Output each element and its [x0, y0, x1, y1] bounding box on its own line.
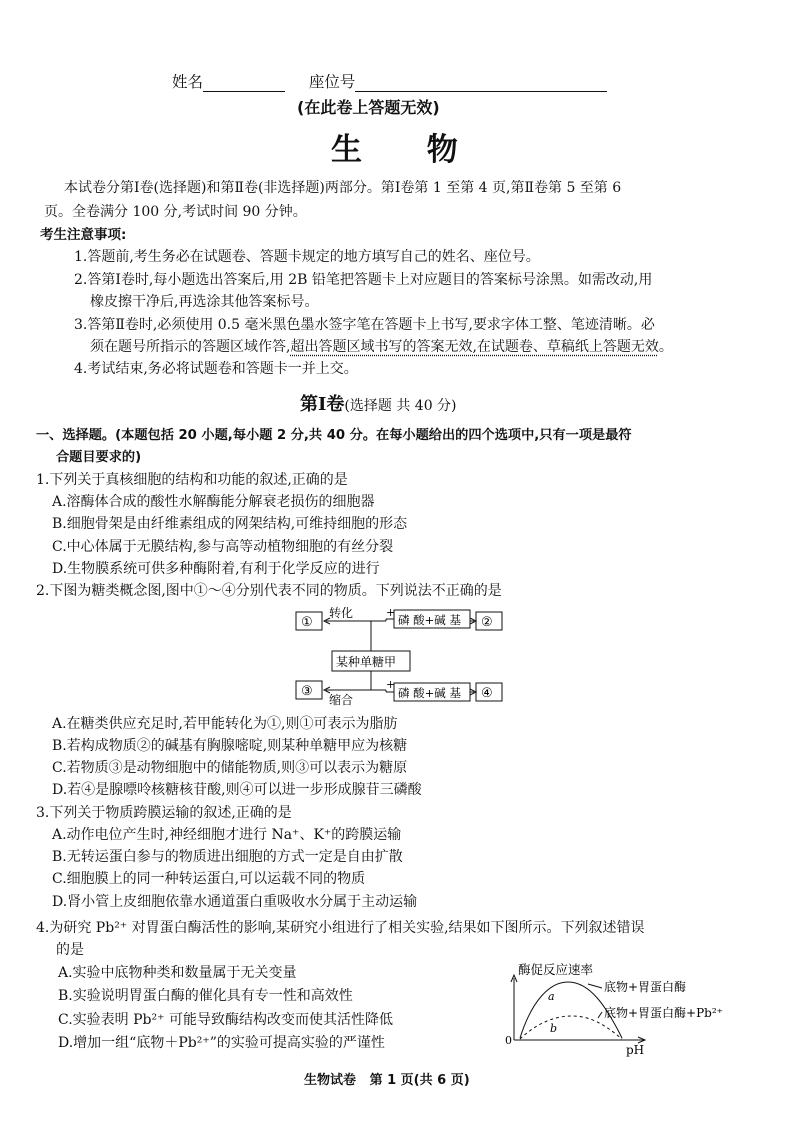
note-2-cont: 橡皮擦干净后,再选涂其他答案标号。	[90, 294, 319, 310]
y-axis-label: 酶促反应速率	[518, 962, 594, 977]
note-3-emphasis: 超出答题区域书写的答案无效,在试题卷、草稿纸上答题无效	[290, 339, 659, 355]
q3-option-a: A.动作电位产生时,神经细胞才进行 Na⁺、K⁺的跨膜运输	[52, 827, 402, 843]
enzyme-rate-chart	[502, 960, 788, 1060]
plus-bottom: +	[386, 678, 396, 691]
section-line-2: 合题目要求的)	[56, 450, 142, 465]
exam-header	[172, 70, 607, 92]
note-3-cont-a: 须在题号所指示的答题区域作答,	[90, 339, 291, 355]
plus-top: +	[386, 606, 396, 619]
note-3: 3.答第Ⅱ卷时,必须使用 0.5 毫米黑色墨水签字笔在答题卡上书写,要求字体工整、笔迹清晰。必	[74, 317, 655, 333]
q1-option-a: A.溶酶体合成的酸性水解酶能分解衰老损伤的细胞器	[52, 494, 375, 510]
part1-title: 第Ⅰ卷	[300, 394, 345, 415]
page-footer: 生物试卷 第 1 页(共 6 页)	[304, 1073, 470, 1088]
q2-option-a: A.在糖类供应充足时,若甲能转化为①,则①可表示为脂肪	[52, 716, 398, 732]
condense-label: 缩合	[329, 693, 354, 707]
q1-stem: 1.下列关于真核细胞的结构和功能的叙述,正确的是	[36, 472, 348, 488]
q1-option-d: D.生物膜系统可供多种酶附着,有利于化学反应的进行	[52, 561, 380, 577]
node-4: ④	[481, 686, 493, 701]
q2-option-c: C.若物质③是动物细胞中的储能物质,则③可以表示为糖原	[52, 760, 408, 776]
node-1: ①	[301, 615, 313, 630]
seat-label: 座位号	[308, 73, 356, 91]
curve-b-label: b	[550, 1022, 558, 1035]
notes-title: 考生注意事项:	[40, 227, 127, 243]
seat-blank	[355, 77, 607, 92]
q2-option-b: B.若构成物质②的碱基有胸腺嘧啶,则某种单糖甲应为核糖	[52, 738, 408, 754]
intro-line-1: 本试卷分第Ⅰ卷(选择题)和第Ⅱ卷(非选择题)两部分。第Ⅰ卷第 1 至第 4 页,第Ⅱ卷第 5 至第 6	[64, 180, 622, 196]
name-blank	[203, 77, 285, 92]
q4-stem-2: 的是	[56, 942, 84, 958]
node-3: ③	[301, 684, 313, 699]
q4-option-c: C.实验表明 Pb²⁺ 可能导致酶结构改变而使其活性降低	[58, 1012, 393, 1028]
origin-label: 0	[505, 1034, 512, 1047]
note-3-end: 。	[658, 339, 673, 355]
x-axis-label: pH	[626, 1043, 645, 1057]
convert-label: 转化	[329, 606, 354, 620]
note-4: 4.考试结束,务必将试题卷和答题卡一并上交。	[74, 361, 358, 377]
q4-option-a: A.实验中底物种类和数量属于无关变量	[58, 965, 297, 981]
part1-sub: (选择题 共 40 分)	[344, 398, 457, 414]
q1-option-b: B.细胞骨架是由纤维素组成的网架结构,可维持细胞的形态	[52, 516, 408, 532]
q4-stem-1: 4.为研究 Pb²⁺ 对胃蛋白酶活性的影响,某研究小组进行了相关实验,结果如下图所示。下列叙述错误	[36, 920, 645, 936]
invalid-notice: (在此卷上答题无效)	[297, 98, 440, 117]
q1-option-c: C.中心体属于无膜结构,参与高等动植物细胞的有丝分裂	[52, 539, 394, 555]
section-line-1: 一、选择题。(本题包括 20 小题,每小题 2 分,共 40 分。在每小题给出的四个选项中,只有一项是最符	[36, 428, 632, 443]
center-label: 某种单糖甲	[336, 655, 397, 669]
node-2: ②	[481, 615, 493, 630]
pb-bottom-label: 磷 酸+碱 基	[398, 686, 461, 700]
q3-option-d: D.肾小管上皮细胞依靠水通道蛋白重吸收水分属于主动运输	[52, 894, 418, 910]
pb-top-label: 磷 酸+碱 基	[398, 613, 461, 627]
legend-a: 底物+胃蛋白酶	[604, 980, 687, 994]
sugar-concept-diagram	[290, 604, 510, 708]
q3-option-c: C.细胞膜上的同一种转运蛋白,可以运载不同的物质	[52, 871, 366, 887]
q2-option-d: D.若④是腺嘌呤核糖核苷酸,则④可以进一步形成腺苷三磷酸	[52, 782, 422, 798]
note-2: 2.答第Ⅰ卷时,每小题选出答案后,用 2B 铅笔把答题卡上对应题目的答案标号涂黑。如需改动,用	[74, 272, 653, 288]
q2-stem: 2.下图为糖类概念图,图中①～④分别代表不同的物质。下列说法不正确的是	[36, 583, 502, 599]
q4-option-b: B.实验说明胃蛋白酶的催化具有专一性和高效性	[58, 988, 353, 1004]
part1-heading	[300, 390, 457, 416]
note-1: 1.答题前,考生务必在试题卷、答题卡规定的地方填写自己的姓名、座位号。	[74, 249, 540, 265]
q3-stem: 3.下列关于物质跨膜运输的叙述,正确的是	[36, 805, 292, 821]
intro-line-2: 页。全卷满分 100 分,考试时间 90 分钟。	[44, 204, 307, 220]
legend-b: 底物+胃蛋白酶+Pb²⁺	[604, 1006, 724, 1020]
curve-a-label: a	[548, 990, 555, 1003]
q4-option-d: D.增加一组“底物＋Pb²⁺”的实验可提高实验的严谨性	[58, 1035, 385, 1051]
note-3-cont	[90, 337, 673, 357]
name-label: 姓名	[172, 73, 204, 91]
page-title: 生 物	[331, 132, 458, 168]
q3-option-b: B.无转运蛋白参与的物质进出细胞的方式一定是自由扩散	[52, 849, 403, 865]
